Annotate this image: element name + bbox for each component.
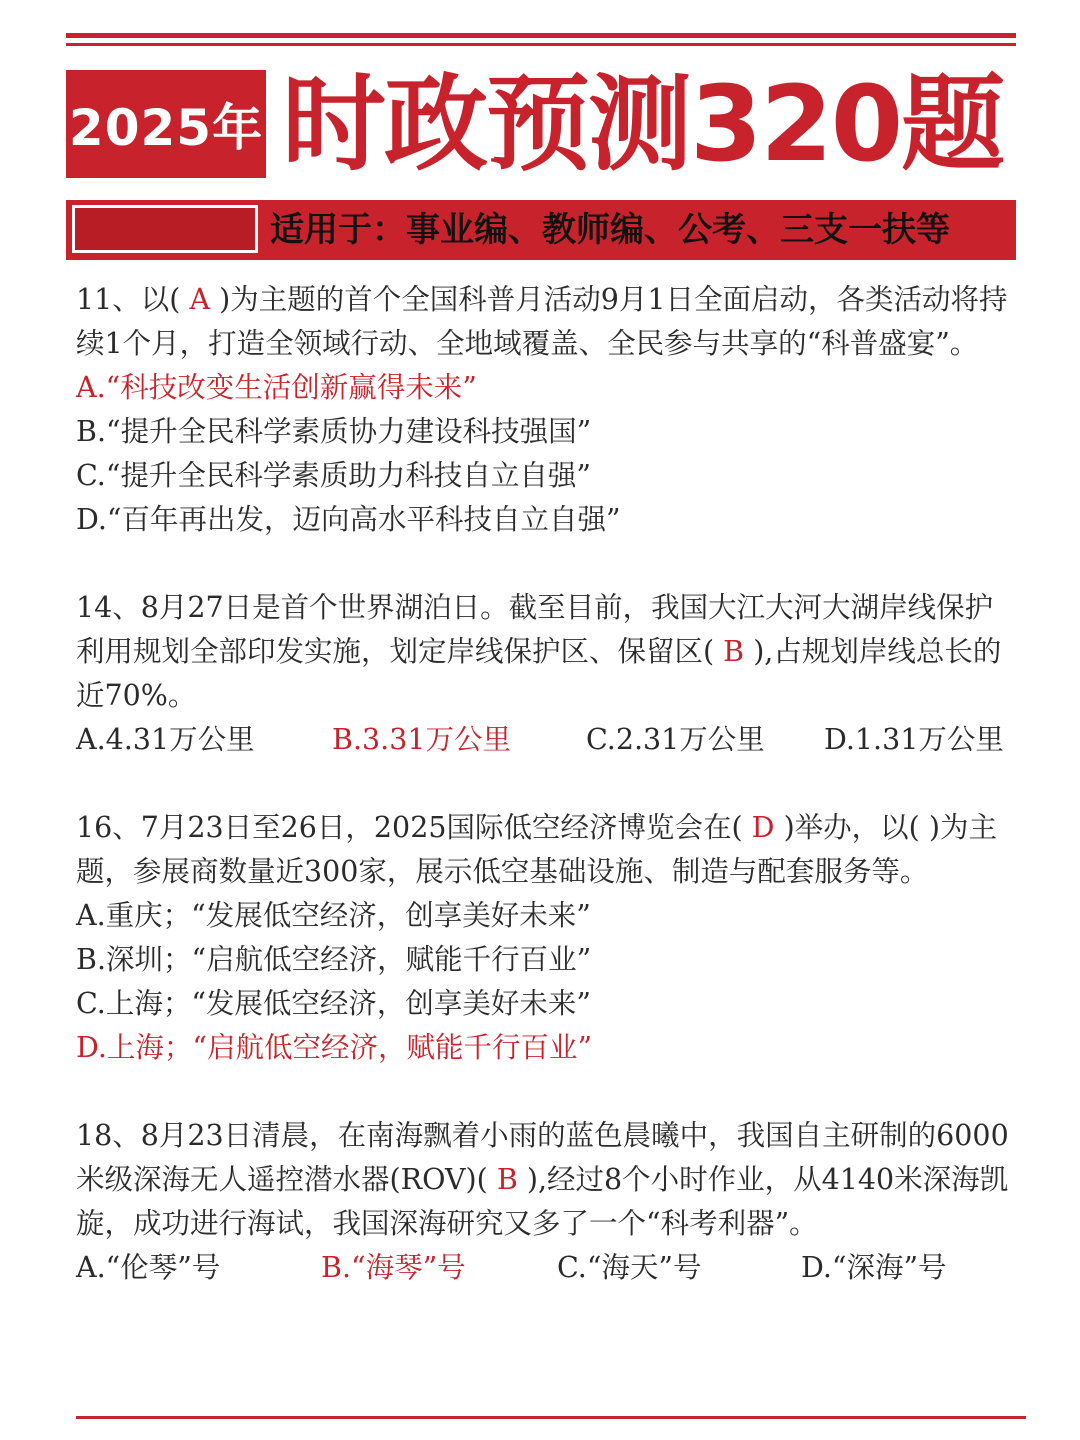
stem-after: )为主题的首个全国科普月活动9月1日全面启动，各类活动将持续1个月，打造全领域行动、全地域覆盖、全民参与共享的“科普盛宴”。: [76, 283, 1008, 360]
answer-mark: D: [742, 811, 784, 844]
question-spacer: [76, 542, 1020, 586]
answer-mark: A: [180, 283, 220, 316]
subtitle-text: 适用于：事业编、教师编、公考、三支一扶等: [270, 210, 950, 250]
option: C.“海天”号: [557, 1251, 702, 1284]
answer-mark: B: [714, 635, 754, 668]
option: D.“深海”号: [801, 1251, 947, 1284]
option: D.“百年再出发，迈向高水平科技自立自强”: [76, 503, 621, 536]
option-correct: B.3.31万公里: [332, 723, 511, 756]
stem-after: )举办，以( )为主题，参展商数量近300家，展示低空基础设施、制造与配套服务等。: [76, 811, 997, 888]
option: B.“提升全民科学素质协力建设科技强国”: [76, 415, 592, 448]
year-badge: [66, 70, 266, 178]
option: C.2.31万公里: [586, 723, 765, 756]
option-row: [76, 1246, 1020, 1290]
question-stem: [76, 586, 1020, 718]
question-stem: [76, 278, 1020, 366]
option: D.1.31万公里: [824, 723, 1004, 756]
question-stem: [76, 1114, 1020, 1246]
question-stem: [76, 806, 1020, 894]
option-row: [76, 718, 1020, 762]
answer-mark: B: [487, 1163, 527, 1196]
option: A.4.31万公里: [76, 723, 255, 756]
option: A.重庆；“发展低空经济，创享美好未来”: [76, 899, 591, 932]
option: C.“提升全民科学素质助力科技自立自强”: [76, 459, 591, 492]
question-spacer: [76, 762, 1020, 806]
option-correct: B.“海琴”号: [321, 1251, 466, 1284]
bottom-rule: [76, 1416, 1026, 1419]
question-list: [76, 278, 1020, 1290]
option: A.“伦琴”号: [76, 1251, 221, 1284]
question-spacer: [76, 1070, 1020, 1114]
stem-before: 11、以(: [76, 283, 181, 316]
stem-before: 18、8月23日清晨，在南海飘着小雨的蓝色晨曦中，我国自主研制的6000米级深海无人遥控潜水器(ROV)(: [76, 1119, 1009, 1196]
option-correct: A.“科技改变生活创新赢得未来”: [76, 371, 477, 404]
stem-before: 14、8月27日是首个世界湖泊日。截至目前，我国大江大河大湖岸线保护利用规划全部印发实施，划定岸线保护区、保留区(: [76, 591, 994, 668]
year-label: 2025年: [68, 99, 264, 157]
stem-before: 16、7月23日至26日，2025国际低空经济博览会在(: [76, 811, 743, 844]
page-title: 时政预测320题: [282, 63, 1004, 185]
stem-after: ),经过8个小时作业，从4140米深海凯旋，成功进行海试，我国深海研究又多了一个“科考利器”。: [76, 1163, 1009, 1240]
stem-after: ),占规划岸线总长的近70%。: [76, 635, 1002, 712]
option: C.上海；“发展低空经济，创享美好未来”: [76, 987, 591, 1020]
top-rule-thin: [66, 43, 1016, 46]
top-rule-thick: [66, 33, 1016, 38]
subtitle-marker-box: [72, 205, 258, 253]
option: B.深圳；“启航低空经济，赋能千行百业”: [76, 943, 592, 976]
option-correct: D.上海；“启航低空经济，赋能千行百业”: [76, 1031, 593, 1064]
